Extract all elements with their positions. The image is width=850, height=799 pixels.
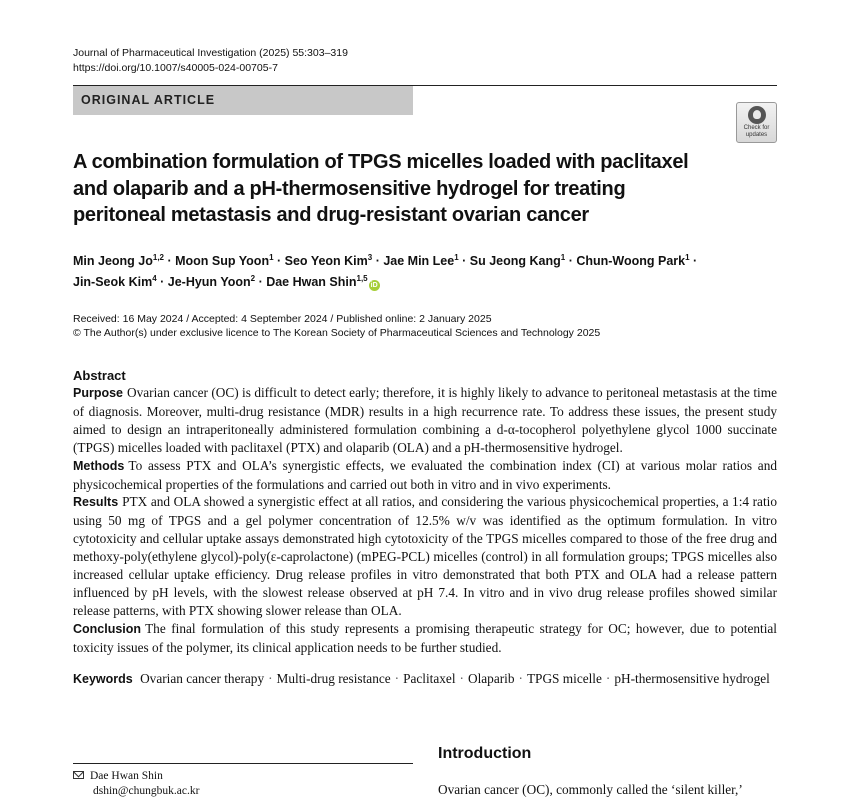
copyright-line: © The Author(s) under exclusive licence to The Korean Society of Pharmaceutical Sciences and Technology 2025 [73,327,601,339]
keyword-separator: · [605,671,611,686]
abstract-results: Results PTX and OLA showed a synergistic effect at all ratios, and considering the various physicochemical properties, a 1:4 ratio using 50 mg of TPGS and a gel polymer concentration of 12.5% w/v was identified as the optimum formulation. In vitro cytotoxicity and cellular uptake assays demonstrated high cytotoxicity of the TPGS micelles compared to those of the free drug and methoxy-poly(ethylene glycol)-poly(ε-caprolactone) (mPEG-PCL) micelles (control) in all formulation groups; TPGS micelles also increased cellular uptake efficiency. Drug release profiles in vitro demonstrated that both PTX and OLA had a release pattern influenced by pH levels, with the slowest release observed at pH 7.4. In vitro and in vivo drug release profiles showed similar release patterns, with PTX showing slower release than OLA. [73,494,777,618]
check-for-updates-badge[interactable] [736,102,777,143]
author[interactable]: Jae Min Lee$^1$ [383,253,459,269]
check-for-updates-label: Check for updates [743,125,770,138]
correspondence-note [73,769,199,799]
corresponding-author: Dae Hwan Shin [90,770,163,782]
abstract-heading: Abstract [73,368,126,383]
envelope-icon [73,771,84,779]
methods-label: Methods [73,458,125,473]
keyword: Multi-drug resistance [276,671,391,686]
abstract-section [73,367,777,657]
author[interactable]: Je-Hyun Yoon$^2$ [167,274,256,290]
author[interactable]: Jin-Seok Kim$^4$ [73,274,157,290]
orcid-icon[interactable]: iD [370,282,378,290]
journal-header [73,46,348,76]
keyword: Paclitaxel [403,671,456,686]
keyword-separator: · [394,671,400,686]
keyword-separator: · [518,671,523,686]
keyword: TPGS micelle [526,671,602,686]
author[interactable]: Su Jeong Kang$^1$ [469,253,566,269]
introduction-heading: Introduction [438,745,532,762]
author[interactable]: Seo Yeon Kim$^3$ [284,253,373,269]
author-list: Min Jeong Jo$^{1,2}$ · Moon Sup Yoon$^1$ · Seo Yeon Kim$^3$ · Jae Min Lee$^1$ · Su Jeong Kang$^1$ · Chun-Woong Park$^1$ · Jin-Seok Kim$^4$ · Je-Hyun Yoon$^2$ · Dae Hwan Shin$^{1,5}$iD [73,253,698,290]
author[interactable]: Dae Hwan Shin$^{1,5}$iD [266,274,378,290]
keywords-section [73,670,777,688]
author[interactable]: Moon Sup Yoon$^1$ [175,253,274,269]
results-label: Results [73,495,119,510]
journal-citation: Journal of Pharmaceutical Investigation (2025) 55:303–319 [73,47,348,59]
author[interactable]: Min Jeong Jo$^{1,2}$ [73,253,164,269]
abstract-conclusion: Conclusion The final formulation of this study represents a promising therapeutic strategy for OC; however, due to potential toxicity issues of the polymer, its clinical application needs to be further studied. [73,620,777,655]
abstract-purpose: Purpose Ovarian cancer (OC) is difficult to detect early; therefore, it is highly likely to advance to peritoneal metastasis at the time of diagnosis. Moreover, multi-drug resistance (MDR) results in a high recurrence rate. To address these issues, the present study aimed to design an intraperitoneally administered formulation combining a d-α-tocopherol polyethylene glycol 1000 succinate (TPGS) micelles loaded with paclitaxel (PTX) and olaparib (OLA) and a pH-thermosensitive hydrogel. [73,385,777,455]
article-title: A combination formulation of TPGS micelles loaded with paclitaxel and olaparib and a pH-thermosensitive hydrogel for treating peritoneal metastasis and drug-resistant ovarian cancer [73,151,689,226]
doi-link[interactable]: https://doi.org/10.1007/s40005-024-00705-7 [73,62,278,74]
keyword-separator: · [459,671,464,686]
conclusion-label: Conclusion [73,621,142,636]
abstract-methods: Methods To assess PTX and OLA’s synergistic effects, we evaluated the combination index (CI) at various molar ratios and physicochemical properties of the formulations and carried out both in vitro and in vivo experiments. [73,457,777,492]
keyword-separator: · [268,671,273,686]
check-for-updates-icon [748,106,766,124]
footnote-rule [73,763,413,764]
keyword: pH-thermosensitive hydrogel [614,671,770,686]
author[interactable]: Chun-Woong Park$^1$ [576,253,690,269]
keywords-label: Keywords [73,672,133,686]
introduction-text: Ovarian cancer (OC), commonly called the ‘silent killer,’ [438,782,743,797]
purpose-label: Purpose [73,386,124,400]
publication-dates: Received: 16 May 2024 / Accepted: 4 September 2024 / Published online: 2 January 2025 [73,313,492,325]
article-type-banner: ORIGINAL ARTICLE [73,86,413,115]
keyword: Olaparib [467,671,515,686]
publication-info [73,312,600,340]
keyword: Ovarian cancer therapy [140,671,265,686]
corresponding-email[interactable]: dshin@chungbuk.ac.kr [93,785,200,797]
